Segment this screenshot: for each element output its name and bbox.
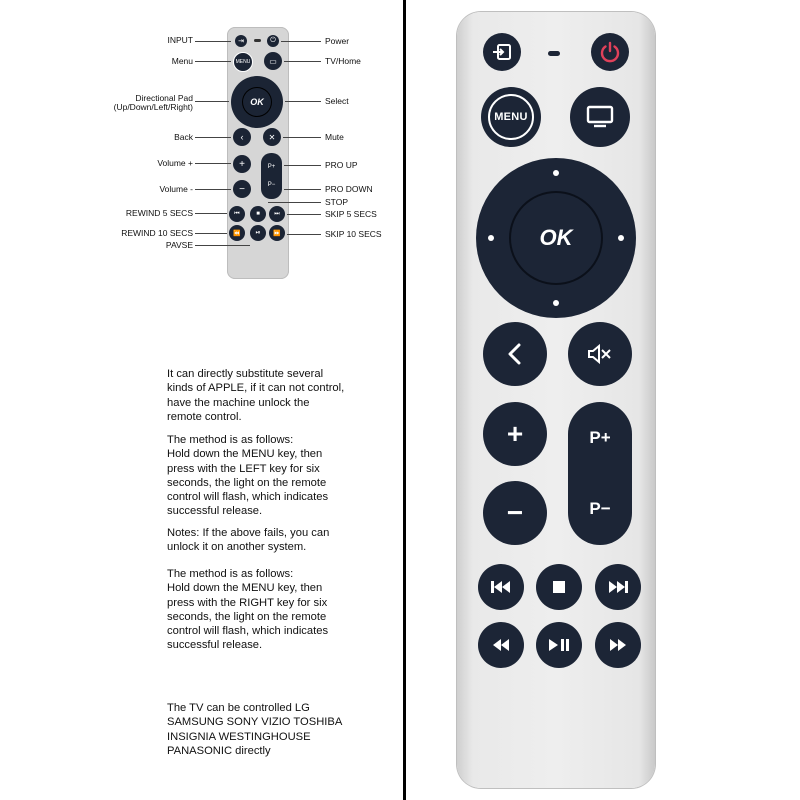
label-stop: STOP (325, 197, 348, 207)
text-line: PANASONIC directly (167, 744, 271, 757)
mute-button[interactable] (568, 322, 632, 386)
label-pro-down: PRO DOWN (325, 184, 373, 194)
mute-icon (587, 343, 613, 365)
label-dpad: Directional Pad (135, 93, 193, 103)
leader-line (268, 202, 321, 203)
label-volume-down: Volume - (159, 184, 193, 194)
stop-icon (552, 580, 566, 594)
label-dpad-directions: (Up/Down/Left/Right) (113, 102, 193, 112)
mini-mute-button: ✕ (263, 128, 281, 146)
mini-tv-button: ▭ (264, 52, 282, 70)
mini-skip-back-button: ⏮ (229, 206, 245, 222)
label-tv-home: TV/Home (325, 56, 361, 66)
status-led (548, 51, 560, 56)
label-skip-5: SKIP 5 SECS (325, 209, 377, 219)
mini-minus-button: − (233, 180, 251, 198)
menu-button-label: MENU (494, 111, 528, 123)
mini-p-plus: P+ (267, 164, 276, 170)
text-line: remote control. (167, 410, 242, 423)
minus-label: − (506, 497, 524, 528)
stop-button[interactable] (536, 564, 582, 610)
text-line: The method is as follows: (167, 568, 294, 580)
label-rewind-5: REWIND 5 SECS (125, 208, 193, 218)
intro-paragraph (167, 367, 387, 424)
leader-line (284, 61, 321, 62)
text-line: successful release. (167, 639, 263, 652)
leader-line (195, 163, 231, 164)
text-line: seconds, the light on the remote (167, 476, 327, 489)
panel-divider (403, 0, 406, 800)
label-rewind-10: REWIND 10 SECS (121, 228, 193, 238)
leader-line (195, 101, 229, 102)
text-line: seconds, the light on the remote (167, 610, 327, 623)
mini-p-minus: P− (267, 182, 276, 188)
mini-stop-button: ■ (250, 206, 266, 222)
text-line: unlock it on another system. (167, 541, 307, 554)
channel-up-label[interactable]: P+ (589, 427, 611, 447)
label-pause: PAVSE (165, 240, 193, 250)
skip-back-button[interactable] (478, 564, 524, 610)
method-left-paragraph (167, 433, 387, 519)
leader-line (195, 41, 231, 42)
text-line: The method is as follows: (167, 434, 294, 446)
dpad-up-dot[interactable] (553, 170, 559, 176)
rewind-button[interactable] (478, 622, 524, 668)
label-volume-up: Volume + (157, 158, 193, 168)
mini-power-button: ⏻ (267, 35, 279, 47)
label-skip-10: SKIP 10 SECS (325, 229, 382, 239)
play-pause-icon (548, 638, 570, 652)
leader-line (195, 213, 227, 214)
text-line: kinds of APPLE, if it can not control, (167, 382, 345, 395)
fast-forward-icon (608, 638, 628, 652)
mini-back-button: ‹ (233, 128, 251, 146)
volume-up-button[interactable] (483, 402, 547, 466)
mini-fast-forward-button: ⏩ (269, 225, 285, 241)
text-line: It can directly substitute several (167, 368, 324, 380)
notes-paragraph (167, 526, 387, 555)
mini-dpad (231, 76, 283, 128)
tv-icon (586, 105, 614, 129)
leader-line (195, 245, 250, 246)
directional-pad[interactable] (476, 158, 636, 318)
skip-back-icon (490, 580, 512, 594)
mini-rewind-button: ⏪ (229, 225, 245, 241)
label-menu: Menu (171, 56, 193, 66)
mini-input-button: ⇥ (235, 35, 247, 47)
mini-ok-button: OK (243, 88, 271, 116)
ok-label: OK (539, 225, 573, 250)
leader-line (284, 189, 321, 190)
label-power: Power (325, 36, 350, 46)
channel-down-label[interactable]: P− (589, 499, 611, 519)
leader-line (195, 61, 231, 62)
label-pro-up: PRO UP (325, 160, 358, 170)
text-line: Hold down the MENU key, then (167, 582, 323, 595)
text-line: The TV can be controlled LG (167, 702, 310, 714)
text-line: INSIGNIA WESTINGHOUSE (167, 730, 311, 743)
dpad-right-dot[interactable] (618, 235, 624, 241)
rewind-icon (491, 638, 511, 652)
text-line: press with the LEFT key for six (167, 462, 320, 475)
skip-forward-icon (607, 580, 629, 594)
label-mute: Mute (325, 132, 344, 142)
skip-forward-button[interactable] (595, 564, 641, 610)
back-button[interactable] (483, 322, 547, 386)
back-icon (507, 343, 523, 365)
text-line: Hold down the MENU key, then (167, 448, 323, 461)
mini-menu-button: MENU (233, 52, 253, 72)
mini-led (254, 39, 261, 42)
text-line: press with the RIGHT key for six (167, 596, 328, 609)
plus-label: + (506, 418, 524, 449)
leader-line (287, 214, 321, 215)
leader-line (195, 137, 231, 138)
menu-button-ring (488, 94, 534, 140)
text-line: have the machine unlock the (167, 396, 310, 409)
fast-forward-button[interactable] (595, 622, 641, 668)
dpad-left-dot[interactable] (488, 235, 494, 241)
text-line: SAMSUNG SONY VIZIO TOSHIBA (167, 716, 343, 729)
label-input: INPUT (167, 35, 193, 45)
leader-line (287, 234, 321, 235)
leader-line (195, 189, 231, 190)
power-icon (599, 41, 621, 63)
mini-skip-forward-button: ⏭ (269, 206, 285, 222)
volume-down-button[interactable] (483, 481, 547, 545)
input-icon (492, 43, 512, 61)
mini-plus-button: + (233, 155, 251, 173)
text-line: Notes: If the above fails, you can (167, 527, 330, 539)
mini-channel-rocker (261, 153, 282, 199)
label-select: Select (325, 96, 349, 106)
tv-home-button[interactable] (570, 87, 630, 147)
menu-button[interactable] (481, 87, 541, 147)
leader-line (283, 137, 321, 138)
leader-line (284, 165, 321, 166)
text-line: control will flash, which indicates (167, 491, 329, 504)
channel-rocker[interactable] (568, 402, 632, 545)
compatible-brands-paragraph (167, 701, 387, 758)
leader-line (281, 41, 321, 42)
text-line: successful release. (167, 505, 263, 518)
input-button[interactable] (483, 33, 521, 71)
leader-line (195, 233, 227, 234)
mini-play-pause-button: ⏯ (250, 225, 266, 241)
label-back: Back (174, 132, 193, 142)
leader-line (285, 101, 321, 102)
play-pause-button[interactable] (536, 622, 582, 668)
power-button[interactable] (591, 33, 629, 71)
text-line: control will flash, which indicates (167, 625, 329, 638)
ok-button[interactable] (511, 193, 601, 283)
method-right-paragraph (167, 567, 387, 653)
dpad-down-dot[interactable] (553, 300, 559, 306)
